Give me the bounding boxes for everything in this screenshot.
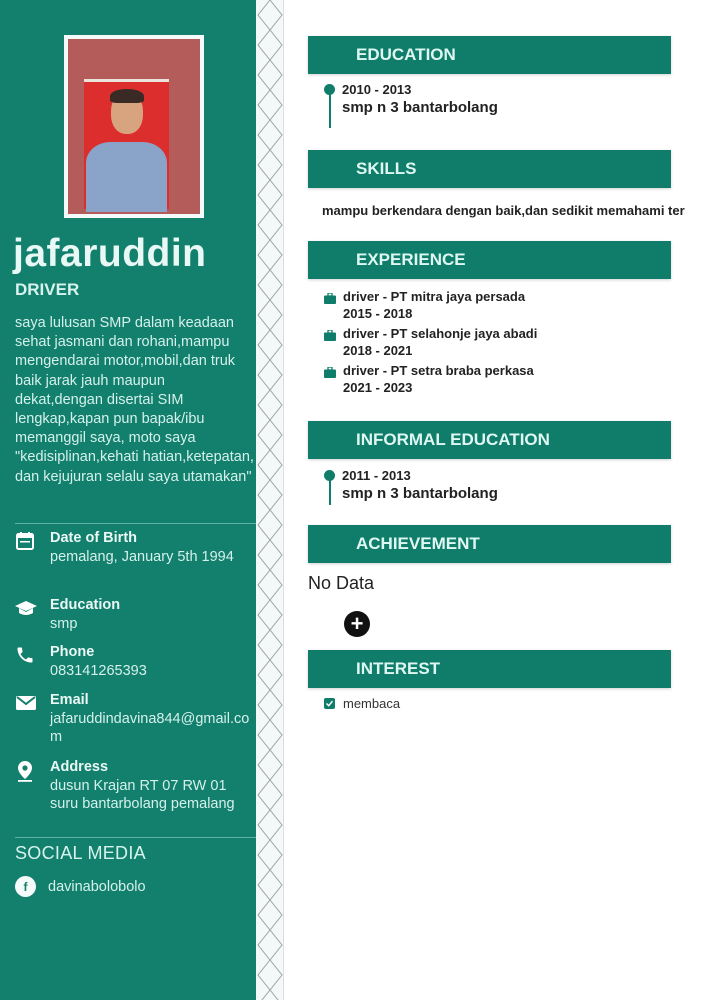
location-pin-icon <box>15 758 50 814</box>
experience-period: 2021 - 2023 <box>343 380 413 395</box>
timeline-line <box>329 92 331 128</box>
skills-text: mampu berkendara dengan baik,dan sedikit memahami ter <box>322 203 685 218</box>
photo-person-hair <box>110 89 144 103</box>
phone-icon <box>15 643 50 680</box>
info-value: jafaruddindavina844@gmail.com <box>50 710 250 745</box>
experience-role: driver - PT mitra jaya persada <box>343 289 526 304</box>
briefcase-icon <box>324 362 343 396</box>
informal-education-item <box>322 468 498 503</box>
education-period: 2010 - 2013 <box>342 82 412 97</box>
info-date-of-birth <box>15 529 255 566</box>
timeline-marker <box>322 82 342 117</box>
education-item <box>322 82 498 117</box>
info-label: Email <box>50 692 89 708</box>
info-value: 083141265393 <box>50 662 147 679</box>
add-achievement-button[interactable] <box>344 611 370 637</box>
info-education <box>15 596 255 633</box>
briefcase-icon <box>324 288 343 322</box>
experience-role: driver - PT selahonje jaya abadi <box>343 326 538 341</box>
email-icon <box>15 691 50 747</box>
sidebar <box>0 0 256 1000</box>
section-header-informal-education: INFORMAL EDUCATION <box>308 421 671 459</box>
interest-label: membaca <box>343 696 401 711</box>
profile-photo-frame <box>64 35 204 218</box>
experience-period: 2015 - 2018 <box>343 306 413 321</box>
social-handle: davinabolobolo <box>48 878 146 895</box>
timeline-marker <box>322 468 342 503</box>
section-header-experience: EXPERIENCE <box>308 241 671 279</box>
experience-item <box>324 288 525 322</box>
briefcase-icon <box>324 325 343 359</box>
profile-photo <box>68 39 200 214</box>
info-email <box>15 691 255 747</box>
achievement-empty-text: No Data <box>308 573 375 593</box>
experience-role: driver - PT setra braba perkasa <box>343 363 534 378</box>
experience-item <box>324 362 534 396</box>
info-address <box>15 758 255 814</box>
divider <box>15 523 256 524</box>
section-header-education: EDUCATION <box>308 36 671 74</box>
plus-icon: + <box>350 611 364 636</box>
timeline-line <box>329 478 331 505</box>
social-item-facebook[interactable] <box>15 876 146 897</box>
interest-item <box>324 696 400 711</box>
informal-education-period: 2011 - 2013 <box>342 468 411 483</box>
info-label: Education <box>50 597 121 613</box>
info-label: Address <box>50 759 109 775</box>
section-header-skills: SKILLS <box>308 150 671 188</box>
education-school: smp n 3 bantarbolang <box>342 99 498 116</box>
decorative-border <box>256 0 284 1000</box>
info-label: Date of Birth <box>50 530 137 546</box>
facebook-icon: f <box>15 876 36 897</box>
info-value: pemalang, January 5th 1994 <box>50 548 234 565</box>
info-label: Phone <box>50 644 95 660</box>
section-header-interest: INTEREST <box>308 650 671 688</box>
profile-name: jafaruddin <box>13 232 207 275</box>
info-value: dusun Krajan RT 07 RW 01 suru bantarbolang pemalang <box>50 777 235 812</box>
social-media-title: SOCIAL MEDIA <box>15 843 146 863</box>
graduation-cap-icon <box>15 596 50 633</box>
info-value: smp <box>50 615 78 632</box>
profile-title: DRIVER <box>15 280 80 299</box>
experience-item <box>324 325 537 359</box>
profile-summary: saya lulusan SMP dalam keadaan sehat jasmani dan rohani,mampu mengendarai motor,mobil,dan truk baik jarak jauh maupun dekat,dengan disertai SIM lengkap,kapan pun bapak/ibu memanggil saya, moto saya "kedisiplinan,kehati hatian,ketepatan, dan kejujuran selalu saya utamakan" <box>15 315 254 485</box>
divider <box>15 837 256 838</box>
informal-education-school: smp n 3 bantarbolang <box>342 485 498 502</box>
section-header-achievement: ACHIEVEMENT <box>308 525 671 563</box>
checkbox-checked-icon <box>324 698 335 709</box>
photo-background <box>84 79 169 209</box>
calendar-icon <box>15 529 50 566</box>
experience-period: 2018 - 2021 <box>343 343 413 358</box>
photo-person-body <box>86 142 167 212</box>
info-phone <box>15 643 255 680</box>
